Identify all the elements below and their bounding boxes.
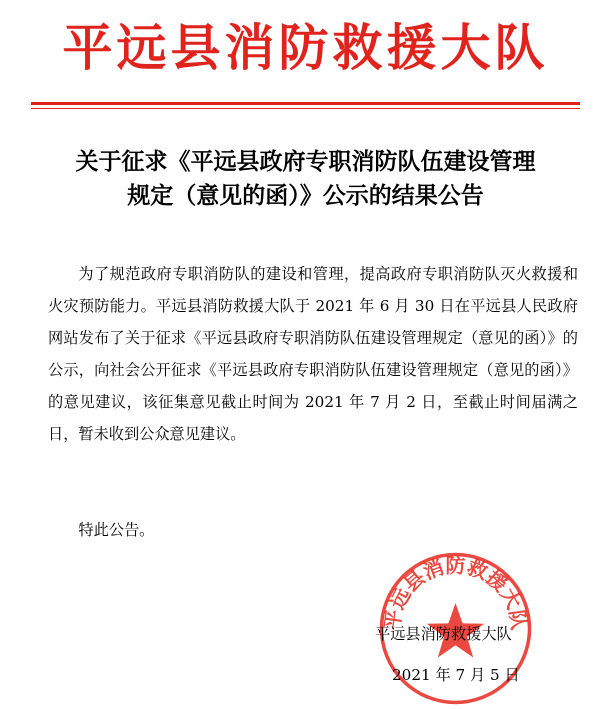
letterhead-title: 平远县消防救援大队 bbox=[62, 19, 549, 77]
document-title-line2: 规定（意见的函）》公示的结果公告 bbox=[127, 183, 484, 209]
letterhead-rule-thick bbox=[31, 102, 580, 105]
closing-line: 特此公告。 bbox=[78, 521, 155, 539]
document-body bbox=[48, 258, 578, 450]
signature-date: 2021 年 7 月 5 日 bbox=[392, 666, 520, 684]
letterhead-rule-thin bbox=[31, 108, 580, 109]
body-paragraph: 为了规范政府专职消防队的建设和管理，提高政府专职消防队灭火救援和火灾预防能力。平远县消防救援大队于 2021 年 6 月 30 日在平远县人民政府网站发布了关于征求《平远县政府专职消防队伍建设管理规定（意见的函）》的公示，向社会公开征求《平远县政府专职消防队伍建设管理规定（意见的函）》的意见建议，该征集意见截止时间为 2021 年 7 月 2 日，至截止时间届满之日，暂未收到公众意见建议。 bbox=[48, 265, 578, 443]
signature-organization: 平远县消防救援大队 bbox=[375, 625, 512, 643]
document-title bbox=[30, 145, 581, 213]
letterhead bbox=[0, 0, 611, 96]
seal-text: 平远县消防救援大队 bbox=[379, 553, 532, 632]
document-title-line1: 关于征求《平远县政府专职消防队伍建设管理 bbox=[75, 149, 536, 175]
